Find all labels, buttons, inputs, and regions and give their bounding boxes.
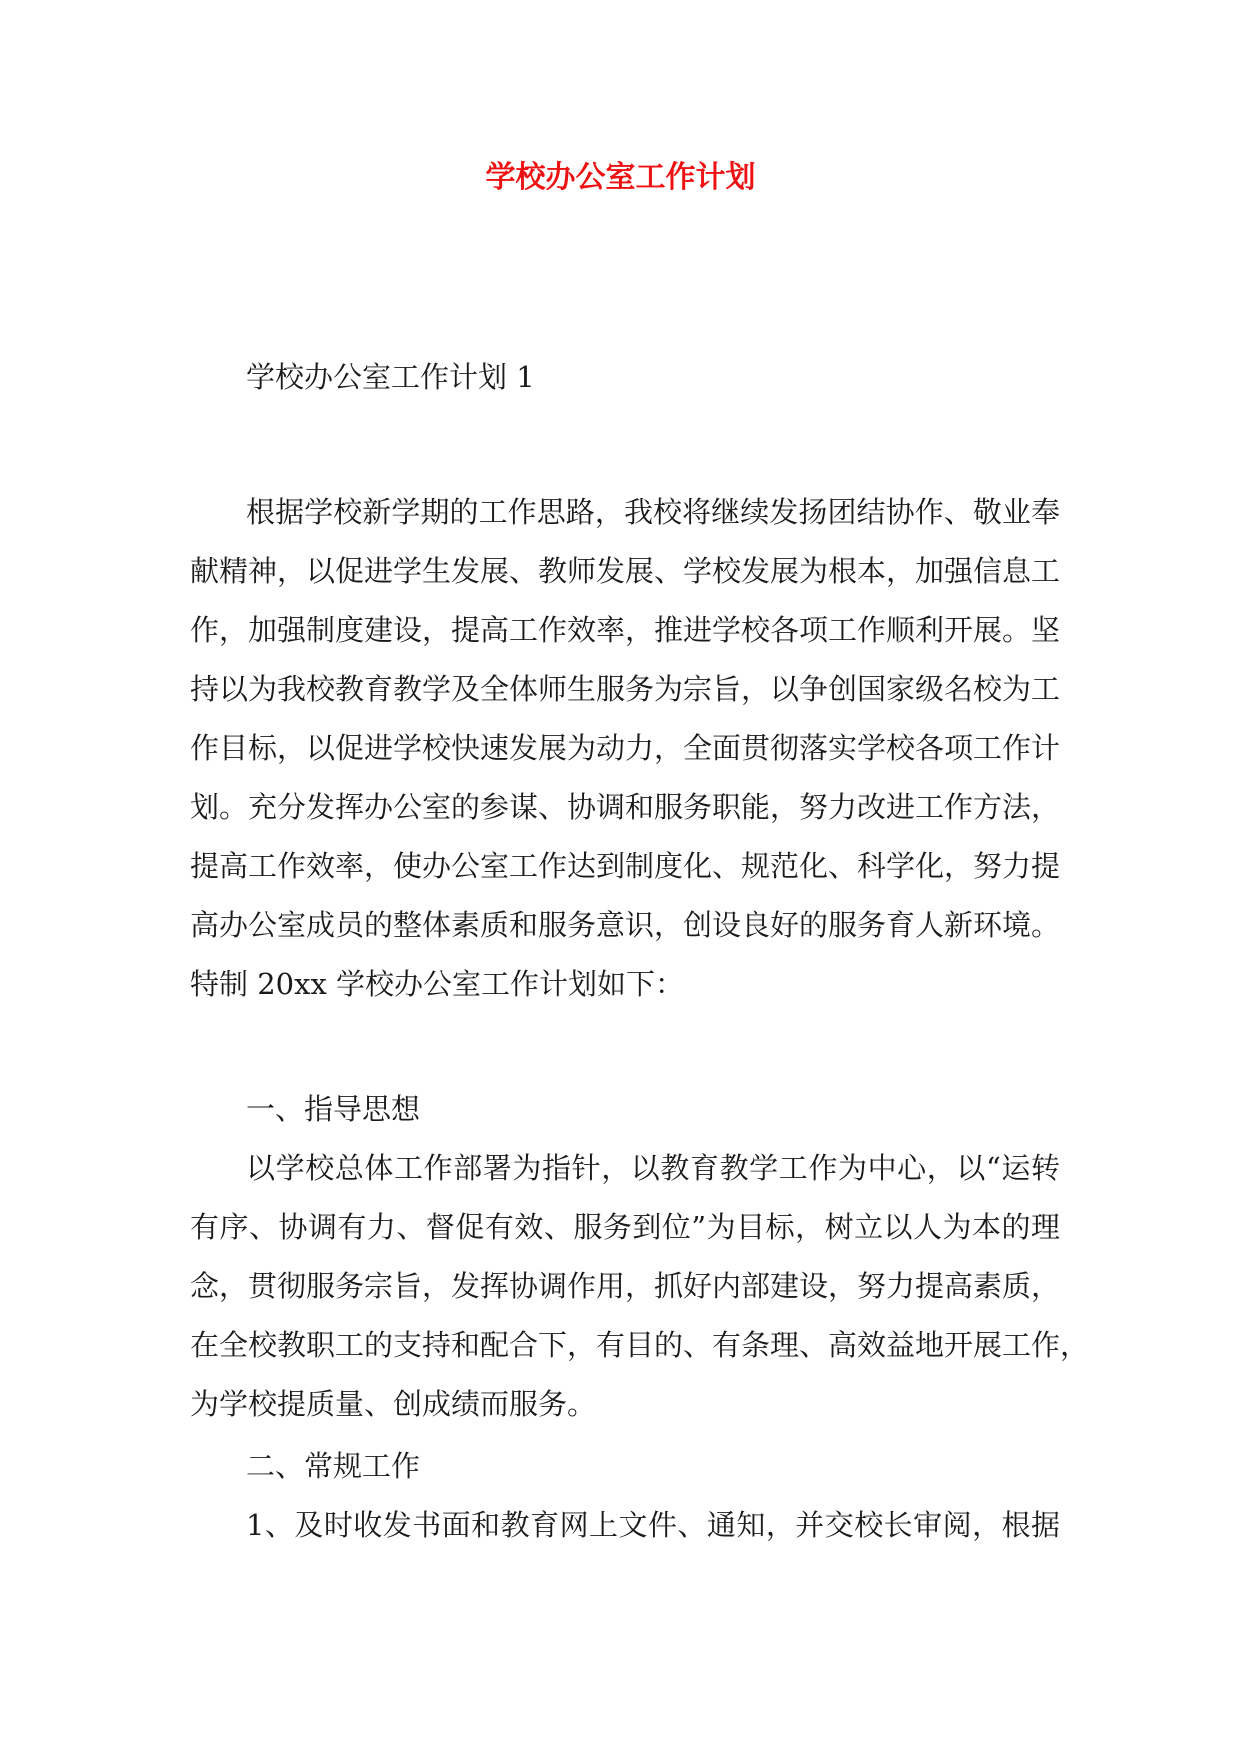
paragraph-line: 1、及时收发书面和教育网上文件、通知，并交校长审阅，根据 [246,1508,1060,1542]
paragraph-routine-item-1 [190,1496,1060,1555]
paragraph-guiding-ideology [190,1139,1090,1434]
section-heading-guiding-ideology [190,1080,1060,1139]
paragraph-line: 根据学校新学期的工作思路，我校将继续发扬团结协作、敬业奉 [246,495,1060,529]
paragraph-line: 提高工作效率，使办公室工作达到制度化、规范化、科学化，努力提 [190,849,1061,883]
paragraph-line: 划。充分发挥办公室的参谋、协调和服务职能，努力改进工作方法， [190,790,1061,824]
document-title: 学校办公室工作计划 [485,160,756,195]
section-heading: 二、常规工作 [246,1449,421,1483]
paragraph-line: 作目标，以促进学校快速发展为动力，全面贯彻落实学校各项工作计 [190,731,1061,765]
paragraph-line: 献精神，以促进学生发展、教师发展、学校发展为根本，加强信息工 [190,554,1061,588]
paragraph-intro [190,483,1060,1014]
paragraph-line: 以学校总体工作部署为指针，以教育教学工作为中心，以“运转 [246,1151,1060,1185]
paragraph-line: 念，贯彻服务宗旨，发挥协调作用，抓好内部建设，努力提高素质， [190,1269,1061,1303]
plan-subtitle: 学校办公室工作计划 1 [246,360,535,394]
paragraph-line: 持以为我校教育教学及全体师生服务为宗旨，以争创国家级名校为工 [190,672,1061,706]
paragraph-line: 特制 20xx 学校办公室工作计划如下： [190,967,685,1001]
paragraph-line: 有序、协调有力、督促有效、服务到位”为目标，树立以人为本的理 [190,1210,1060,1244]
paragraph-line: 在全校教职工的支持和配合下，有目的、有条理、高效益地开展工作， [190,1328,1090,1362]
section-heading: 一、指导思想 [246,1092,421,1126]
section-heading-routine-work [190,1437,1060,1496]
paragraph-line: 高办公室成员的整体素质和服务意识，创设良好的服务育人新环境。 [190,908,1061,942]
paragraph-line: 作，加强制度建设，提高工作效率，推进学校各项工作顺利开展。坚 [190,613,1061,647]
paragraph-line: 为学校提质量、创成绩而服务。 [190,1387,597,1421]
